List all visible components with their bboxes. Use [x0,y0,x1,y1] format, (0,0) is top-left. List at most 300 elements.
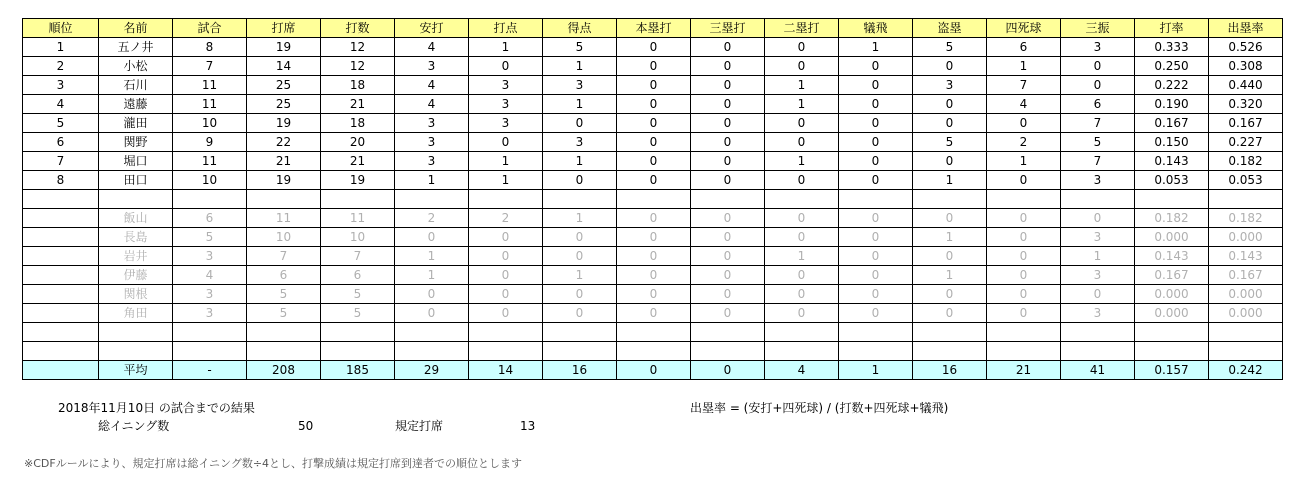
table-cell [99,190,173,209]
column-header: 得点 [543,19,617,38]
table-cell: 0.000 [1209,285,1283,304]
table-cell: 0 [839,228,913,247]
table-cell: 0 [987,171,1061,190]
table-cell: 0 [913,152,987,171]
table-cell: 2 [395,209,469,228]
table-cell: 0 [691,171,765,190]
table-cell: 7 [1061,114,1135,133]
table-row [23,133,1283,152]
table-cell: 19 [247,114,321,133]
table-cell [765,323,839,342]
table-cell: 0.227 [1209,133,1283,152]
table-cell [23,209,99,228]
table-row [23,361,1283,380]
table-cell [913,190,987,209]
total-innings-value: 50 [298,419,314,433]
table-cell: 0 [913,95,987,114]
table-cell: 1 [839,361,913,380]
results-as-of-date: 2018年11月10日 の試合までの結果 [58,401,255,415]
table-cell [543,323,617,342]
table-cell: 19 [247,171,321,190]
table-cell: 4 [765,361,839,380]
table-cell [469,323,543,342]
table-cell: 3 [1061,171,1135,190]
table-cell: 5 [23,114,99,133]
column-header: 出塁率 [1209,19,1283,38]
table-cell [691,190,765,209]
table-cell: 0 [395,304,469,323]
table-cell: 0 [765,304,839,323]
table-cell: 0.053 [1135,171,1209,190]
table-cell: 7 [1061,152,1135,171]
table-cell: 0 [395,228,469,247]
table-cell: 21 [247,152,321,171]
table-cell [1061,190,1135,209]
table-cell: 0 [987,114,1061,133]
table-cell: 0 [839,76,913,95]
table-cell: 10 [173,171,247,190]
table-cell [247,190,321,209]
column-header: 安打 [395,19,469,38]
table-row [23,342,1283,361]
table-cell: 岩井 [99,247,173,266]
table-cell [173,342,247,361]
table-cell: 18 [321,114,395,133]
table-cell: 0 [617,152,691,171]
table-cell [543,342,617,361]
table-cell: 10 [173,114,247,133]
table-cell: 0 [543,285,617,304]
table-cell: 2 [469,209,543,228]
table-cell: 18 [321,76,395,95]
column-header: 三塁打 [691,19,765,38]
column-header: 打点 [469,19,543,38]
table-cell: 0 [1061,57,1135,76]
table-cell: 25 [247,76,321,95]
table-cell: 0 [617,247,691,266]
table-cell: 11 [321,209,395,228]
table-cell: 0.320 [1209,95,1283,114]
table-cell: 0 [691,228,765,247]
table-cell: 3 [395,57,469,76]
table-cell: 0 [987,285,1061,304]
table-cell: 0.053 [1209,171,1283,190]
table-row [23,247,1283,266]
table-cell: 19 [321,171,395,190]
table-cell: 1 [543,266,617,285]
table-cell: 10 [247,228,321,247]
table-cell [99,342,173,361]
table-cell: 0.000 [1135,304,1209,323]
table-cell: 3 [469,76,543,95]
table-row [23,228,1283,247]
table-cell: 0 [913,304,987,323]
table-cell: 長島 [99,228,173,247]
table-cell [321,342,395,361]
table-cell: 14 [469,361,543,380]
footnote: ※CDFルールにより、規定打席は総イニング数÷4とし、打撃成績は規定打席到達者での順位とします [24,457,523,470]
table-cell: 14 [247,57,321,76]
table-cell: 0 [543,304,617,323]
table-cell: 5 [321,285,395,304]
table-cell [99,323,173,342]
table-row [23,152,1283,171]
table-cell: 0 [543,114,617,133]
table-cell: 0 [617,266,691,285]
table-cell: 1 [765,95,839,114]
table-cell [765,342,839,361]
table-cell: 0 [691,38,765,57]
table-cell: 0 [543,228,617,247]
table-cell: 3 [543,76,617,95]
table-cell: 6 [173,209,247,228]
table-cell: 4 [395,38,469,57]
table-cell: 1 [765,247,839,266]
table-cell: 21 [987,361,1061,380]
table-cell: 0 [691,95,765,114]
table-cell: 5 [1061,133,1135,152]
header-row [23,19,1283,38]
table-cell: 1 [543,209,617,228]
table-cell: 5 [247,285,321,304]
table-cell [321,190,395,209]
table-cell: 4 [395,76,469,95]
table-cell: 0 [469,57,543,76]
table-cell: 0 [765,114,839,133]
table-cell: 0 [617,95,691,114]
table-cell: 0.143 [1135,152,1209,171]
table-cell: 関野 [99,133,173,152]
table-cell: 0.250 [1135,57,1209,76]
table-cell: 4 [395,95,469,114]
table-row [23,38,1283,57]
table-cell [23,190,99,209]
table-cell: 6 [987,38,1061,57]
table-cell: 瀧田 [99,114,173,133]
table-cell: 1 [913,266,987,285]
table-cell: 16 [543,361,617,380]
table-cell: 0 [765,171,839,190]
table-cell: 1 [987,57,1061,76]
table-cell: 11 [173,95,247,114]
table-cell: 0 [617,304,691,323]
table-cell: 6 [247,266,321,285]
table-cell [395,342,469,361]
table-cell: 1 [543,95,617,114]
table-cell: 7 [987,76,1061,95]
table-cell: 0 [691,266,765,285]
table-cell [913,342,987,361]
table-cell: 堀口 [99,152,173,171]
table-cell: 0 [987,266,1061,285]
table-cell: 0 [617,285,691,304]
table-cell: 2 [23,57,99,76]
table-cell: 0 [691,114,765,133]
table-cell: 0.333 [1135,38,1209,57]
table-cell: 小松 [99,57,173,76]
table-cell: - [173,361,247,380]
table-cell: 0 [617,228,691,247]
table-cell [839,190,913,209]
table-cell: 0 [765,133,839,152]
table-cell: 平均 [99,361,173,380]
table-cell [395,323,469,342]
table-cell [1209,342,1283,361]
table-row [23,57,1283,76]
table-cell [247,323,321,342]
table-cell: 19 [247,38,321,57]
table-cell: 1 [765,76,839,95]
table-cell: 0 [691,304,765,323]
column-header: 打席 [247,19,321,38]
table-cell [23,323,99,342]
table-cell [469,342,543,361]
table-cell: 0 [913,114,987,133]
column-header: 四死球 [987,19,1061,38]
table-cell: 0.000 [1135,228,1209,247]
table-cell: 16 [913,361,987,380]
table-cell: 0 [691,247,765,266]
table-cell: 0 [617,76,691,95]
table-cell: 4 [173,266,247,285]
table-cell: 1 [395,266,469,285]
table-cell: 12 [321,38,395,57]
table-cell: 3 [1061,228,1135,247]
table-cell: 41 [1061,361,1135,380]
table-cell: 0 [691,209,765,228]
table-cell: 7 [321,247,395,266]
column-header: 盗塁 [913,19,987,38]
table-cell: 1 [913,228,987,247]
table-cell: 0.000 [1209,304,1283,323]
table-row [23,285,1283,304]
table-cell: 遠藤 [99,95,173,114]
table-cell [617,342,691,361]
table-cell: 0 [839,285,913,304]
column-header: 名前 [99,19,173,38]
table-cell: 6 [23,133,99,152]
column-header: 打率 [1135,19,1209,38]
table-cell [247,342,321,361]
table-cell: 0.157 [1135,361,1209,380]
table-cell: 0 [617,361,691,380]
table-cell: 1 [1061,247,1135,266]
table-cell: 4 [23,95,99,114]
table-cell: 3 [395,114,469,133]
table-cell: 11 [173,152,247,171]
table-cell: 3 [469,95,543,114]
table-cell: 1 [395,247,469,266]
table-cell: 0 [839,171,913,190]
table-cell: 208 [247,361,321,380]
table-cell: 0 [913,57,987,76]
table-cell: 1 [469,152,543,171]
table-row [23,95,1283,114]
table-cell: 0 [839,247,913,266]
table-cell: 20 [321,133,395,152]
table-cell [1061,342,1135,361]
table-cell: 0 [691,76,765,95]
table-cell: 0 [913,285,987,304]
table-cell: 3 [1061,266,1135,285]
table-row [23,266,1283,285]
table-cell: 5 [321,304,395,323]
table-cell: 0.182 [1209,209,1283,228]
table-cell: 22 [247,133,321,152]
table-row [23,114,1283,133]
table-cell: 0.182 [1135,209,1209,228]
table-cell: 0.182 [1209,152,1283,171]
table-cell: 0.143 [1209,247,1283,266]
table-cell: 12 [321,57,395,76]
table-cell: 0 [617,209,691,228]
obp-formula: 出塁率 = (安打+四死球) / (打数+四死球+犠飛) [690,401,949,415]
table-cell: 0 [913,209,987,228]
table-cell: 0 [469,266,543,285]
table-cell: 7 [173,57,247,76]
table-cell: 0.526 [1209,38,1283,57]
table-cell: 4 [987,95,1061,114]
table-cell: 0 [691,152,765,171]
table-cell: 0.190 [1135,95,1209,114]
table-cell: 0 [839,266,913,285]
total-innings-label: 総イニング数 [98,419,170,433]
table-cell: 0.143 [1135,247,1209,266]
table-row [23,209,1283,228]
table-cell [173,323,247,342]
table-cell: 0 [839,57,913,76]
table-cell: 石川 [99,76,173,95]
table-cell: 1 [913,171,987,190]
table-cell: 0 [469,285,543,304]
table-cell: 0.167 [1209,266,1283,285]
table-cell: 田口 [99,171,173,190]
table-cell: 0 [987,209,1061,228]
table-cell: 0 [839,114,913,133]
table-cell: 0 [469,247,543,266]
table-cell [543,190,617,209]
table-cell: 0 [691,57,765,76]
table-cell [691,323,765,342]
table-cell: 伊藤 [99,266,173,285]
table-cell: 関根 [99,285,173,304]
table-cell: 3 [395,133,469,152]
table-cell: 6 [1061,95,1135,114]
table-cell: 3 [1061,304,1135,323]
table-cell: 0 [395,285,469,304]
required-pa-value: 13 [520,419,536,433]
table-cell [1135,190,1209,209]
table-cell: 0.440 [1209,76,1283,95]
table-cell: 3 [1061,38,1135,57]
table-cell: 5 [543,38,617,57]
table-cell: 6 [321,266,395,285]
table-cell: 0 [913,247,987,266]
table-cell: 2 [987,133,1061,152]
table-cell: 0 [765,228,839,247]
table-cell: 0.000 [1209,228,1283,247]
table-cell [617,190,691,209]
column-header: 順位 [23,19,99,38]
table-row [23,190,1283,209]
table-cell: 0 [691,133,765,152]
table-cell: 10 [321,228,395,247]
table-cell [23,266,99,285]
table-cell: 0.222 [1135,76,1209,95]
table-cell: 飯山 [99,209,173,228]
table-cell [23,285,99,304]
table-cell: 21 [321,152,395,171]
table-row [23,323,1283,342]
table-cell: 0.242 [1209,361,1283,380]
table-cell [23,304,99,323]
table-cell: 3 [543,133,617,152]
table-cell: 五ノ井 [99,38,173,57]
table-cell: 185 [321,361,395,380]
table-cell: 0 [617,171,691,190]
table-cell: 0 [691,361,765,380]
table-cell [321,323,395,342]
table-row [23,171,1283,190]
required-pa-label: 規定打席 [395,419,444,433]
table-cell: 0 [469,304,543,323]
table-row [23,76,1283,95]
table-cell: 0 [543,247,617,266]
table-cell [23,342,99,361]
table-cell: 0 [1061,209,1135,228]
table-cell: 1 [543,57,617,76]
table-cell: 0 [765,209,839,228]
table-cell: 7 [23,152,99,171]
table-cell: 0 [469,228,543,247]
table-cell: 0 [987,304,1061,323]
table-cell [987,323,1061,342]
table-cell: 1 [23,38,99,57]
table-cell: 0 [1061,285,1135,304]
table-cell: 5 [913,133,987,152]
table-cell: 3 [23,76,99,95]
table-cell [23,247,99,266]
table-cell: 25 [247,95,321,114]
table-cell: 1 [543,152,617,171]
column-header: 犠飛 [839,19,913,38]
table-cell: 9 [173,133,247,152]
table-cell [839,342,913,361]
table-cell: 0 [1061,76,1135,95]
table-cell: 7 [247,247,321,266]
column-header: 三振 [1061,19,1135,38]
table-cell [913,323,987,342]
table-cell: 0.150 [1135,133,1209,152]
table-cell [765,190,839,209]
table-cell: 1 [395,171,469,190]
table-cell: 0.308 [1209,57,1283,76]
table-cell: 11 [247,209,321,228]
table-cell: 0 [839,304,913,323]
table-cell: 21 [321,95,395,114]
table-cell: 8 [23,171,99,190]
table-cell: 0 [617,133,691,152]
table-cell: 1 [987,152,1061,171]
table-cell: 0 [839,209,913,228]
table-cell: 0 [765,285,839,304]
table-cell [1061,323,1135,342]
table-cell: 0 [839,152,913,171]
table-cell: 1 [765,152,839,171]
table-cell [23,361,99,380]
table-cell: 0 [765,57,839,76]
table-cell [987,190,1061,209]
